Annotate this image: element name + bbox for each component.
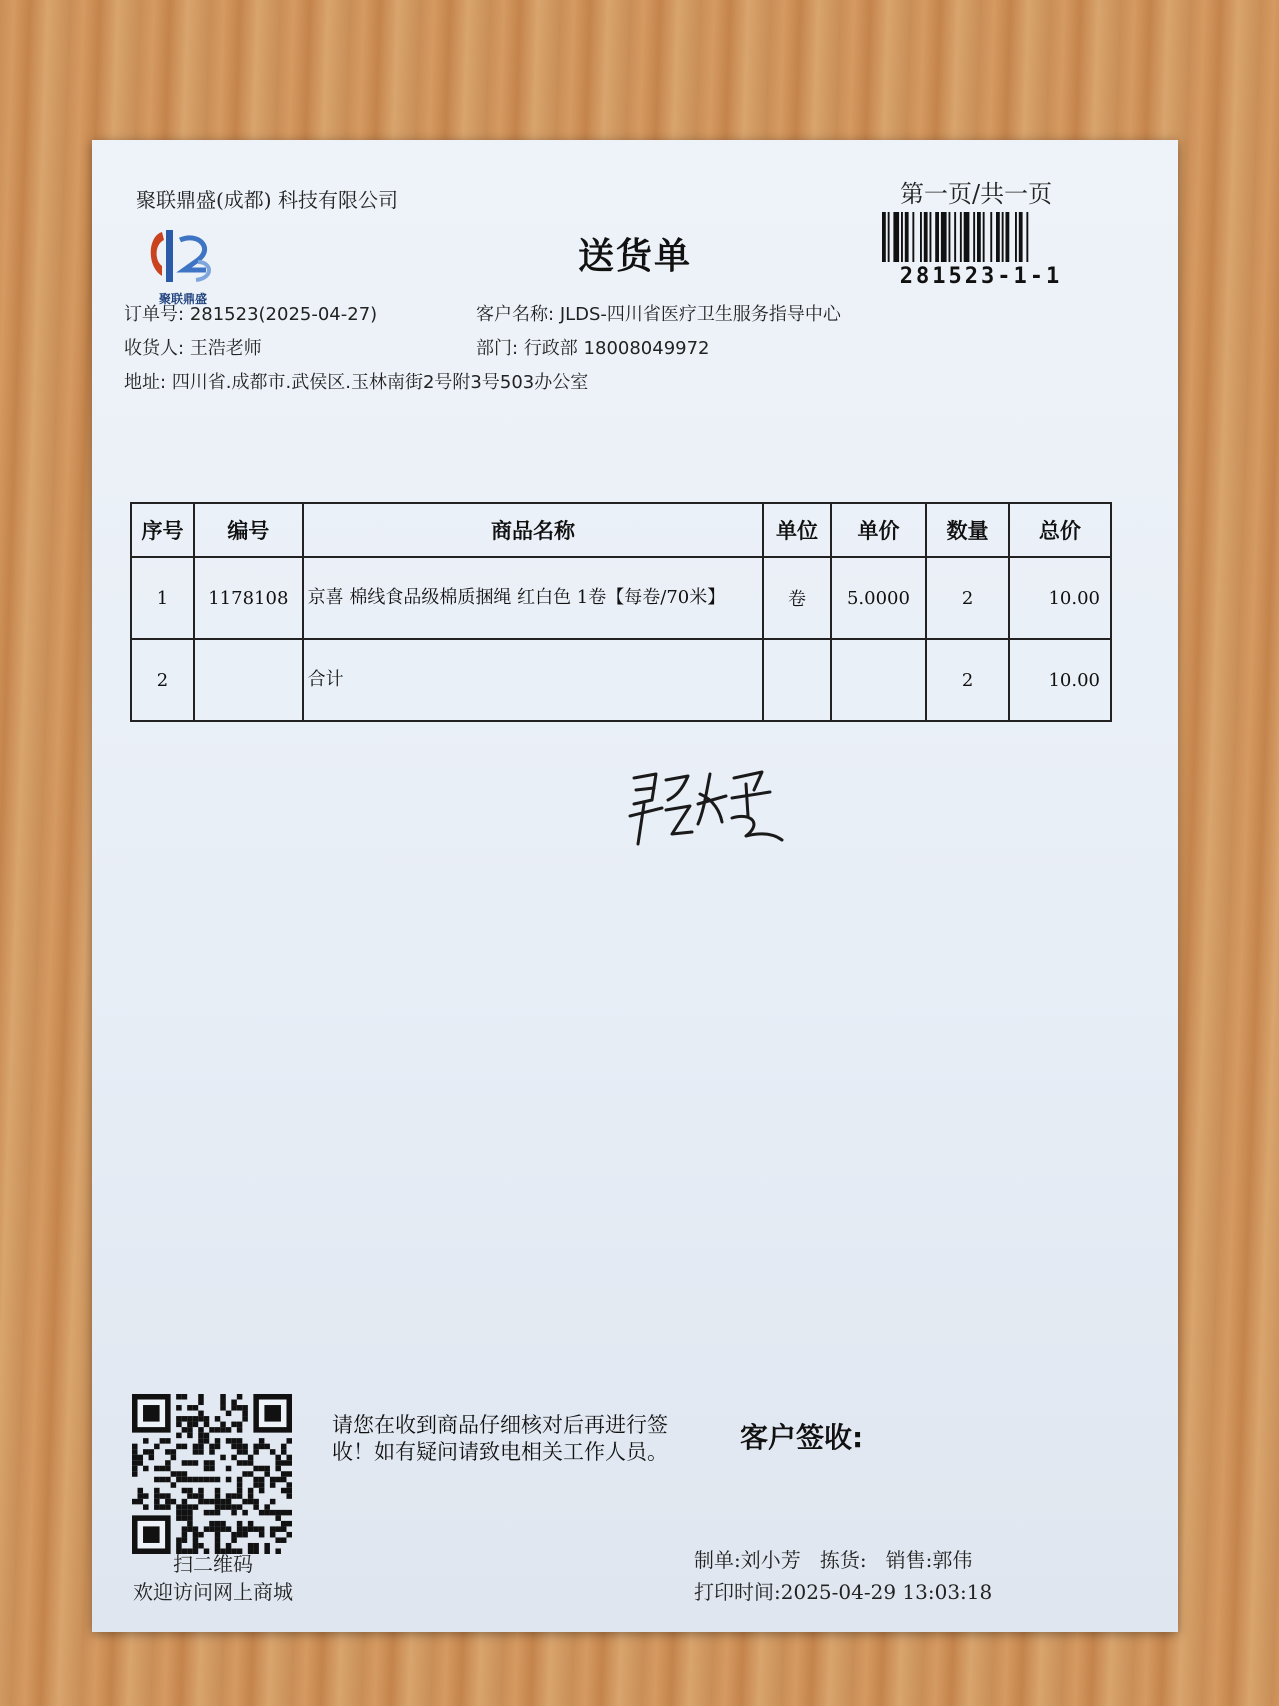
cell-product-name: 合计 [303,639,764,721]
handwritten-signature [622,760,802,850]
cell-total-price: 10.00 [1009,639,1111,721]
barcode [882,212,1080,262]
receiver [124,334,262,360]
cell-quantity: 2 [926,557,1009,639]
cell-code: 1178108 [194,557,303,639]
qr-caption-line1: 扫二维码 [173,1552,253,1576]
order-number-label: 订单号: [124,304,185,325]
company-name: 聚联鼎盛(成都) 科技有限公司 [136,188,398,212]
qr-code[interactable] [132,1394,292,1554]
department-value: 行政部 18008049972 [523,338,710,359]
header-code: 编号 [194,503,303,557]
header-total-price: 总价 [1009,503,1111,557]
cell-product-name: 京喜 棉线食品级棉质捆绳 红白色 1卷【每卷/70米】 [303,557,764,639]
receiver-value: 王浩老师 [189,338,262,359]
header-unit: 单位 [763,503,830,557]
maker-value: 刘小芳 [740,1548,801,1572]
delivery-note-paper [92,140,1178,1632]
cell-seq: 2 [131,639,194,721]
customer-name [476,300,841,326]
staff-line [694,1544,972,1573]
cell-total-price: 10.00 [1009,557,1111,639]
customer-name-value: JLDS-四川省医疗卫生服务指导中心 [559,304,841,325]
cell-code [194,639,303,721]
print-time-label: 打印时间: [694,1580,781,1604]
cell-quantity: 2 [926,639,1009,721]
table-row-summary [131,639,1111,721]
customer-name-label: 客户名称: [476,304,555,325]
department-label: 部门: [476,338,519,359]
sales-value: 郭伟 [932,1548,973,1572]
logo-text: 聚联鼎盛 [158,292,207,306]
cell-seq: 1 [131,557,194,639]
department [476,334,710,360]
cell-unit: 卷 [763,557,830,639]
cell-unit-price: 5.0000 [831,557,927,639]
receipt-notice: 请您在收到商品仔细核对后再进行签收！如有疑问请致电相关工作人员。 [332,1413,668,1464]
print-time-value: 2025-04-29 13:03:18 [780,1580,993,1604]
order-number-value: 281523(2025-04-27) [189,304,378,325]
document-title: 送货单 [577,236,692,277]
cell-unit-price [831,639,927,721]
picker-label: 拣货: [819,1548,867,1572]
address-label: 地址: [124,372,167,393]
barcode-number: 281523-1-1 [899,264,1063,289]
sales-label: 销售: [885,1548,933,1572]
header-unit-price: 单价 [831,503,927,557]
maker-label: 制单: [694,1548,741,1572]
table-header-row [131,503,1111,557]
address-value: 四川省.成都市.武侯区.玉林南街2号附3号503办公室 [171,372,589,393]
page-info: 第一页/共一页 [900,180,1053,208]
header-seq: 序号 [131,503,194,557]
receiver-label: 收货人: [124,338,185,359]
items-table [130,502,1112,722]
print-time [694,1576,992,1605]
address [124,368,588,394]
qr-caption [118,1550,308,1606]
header-quantity: 数量 [926,503,1009,557]
cell-unit [763,639,830,721]
qr-caption-line2: 欢迎访问网上商城 [133,1580,293,1604]
customer-sign-label: 客户签收: [740,1421,864,1454]
order-number [124,300,377,326]
header-product-name: 商品名称 [303,503,764,557]
table-row [131,557,1111,639]
